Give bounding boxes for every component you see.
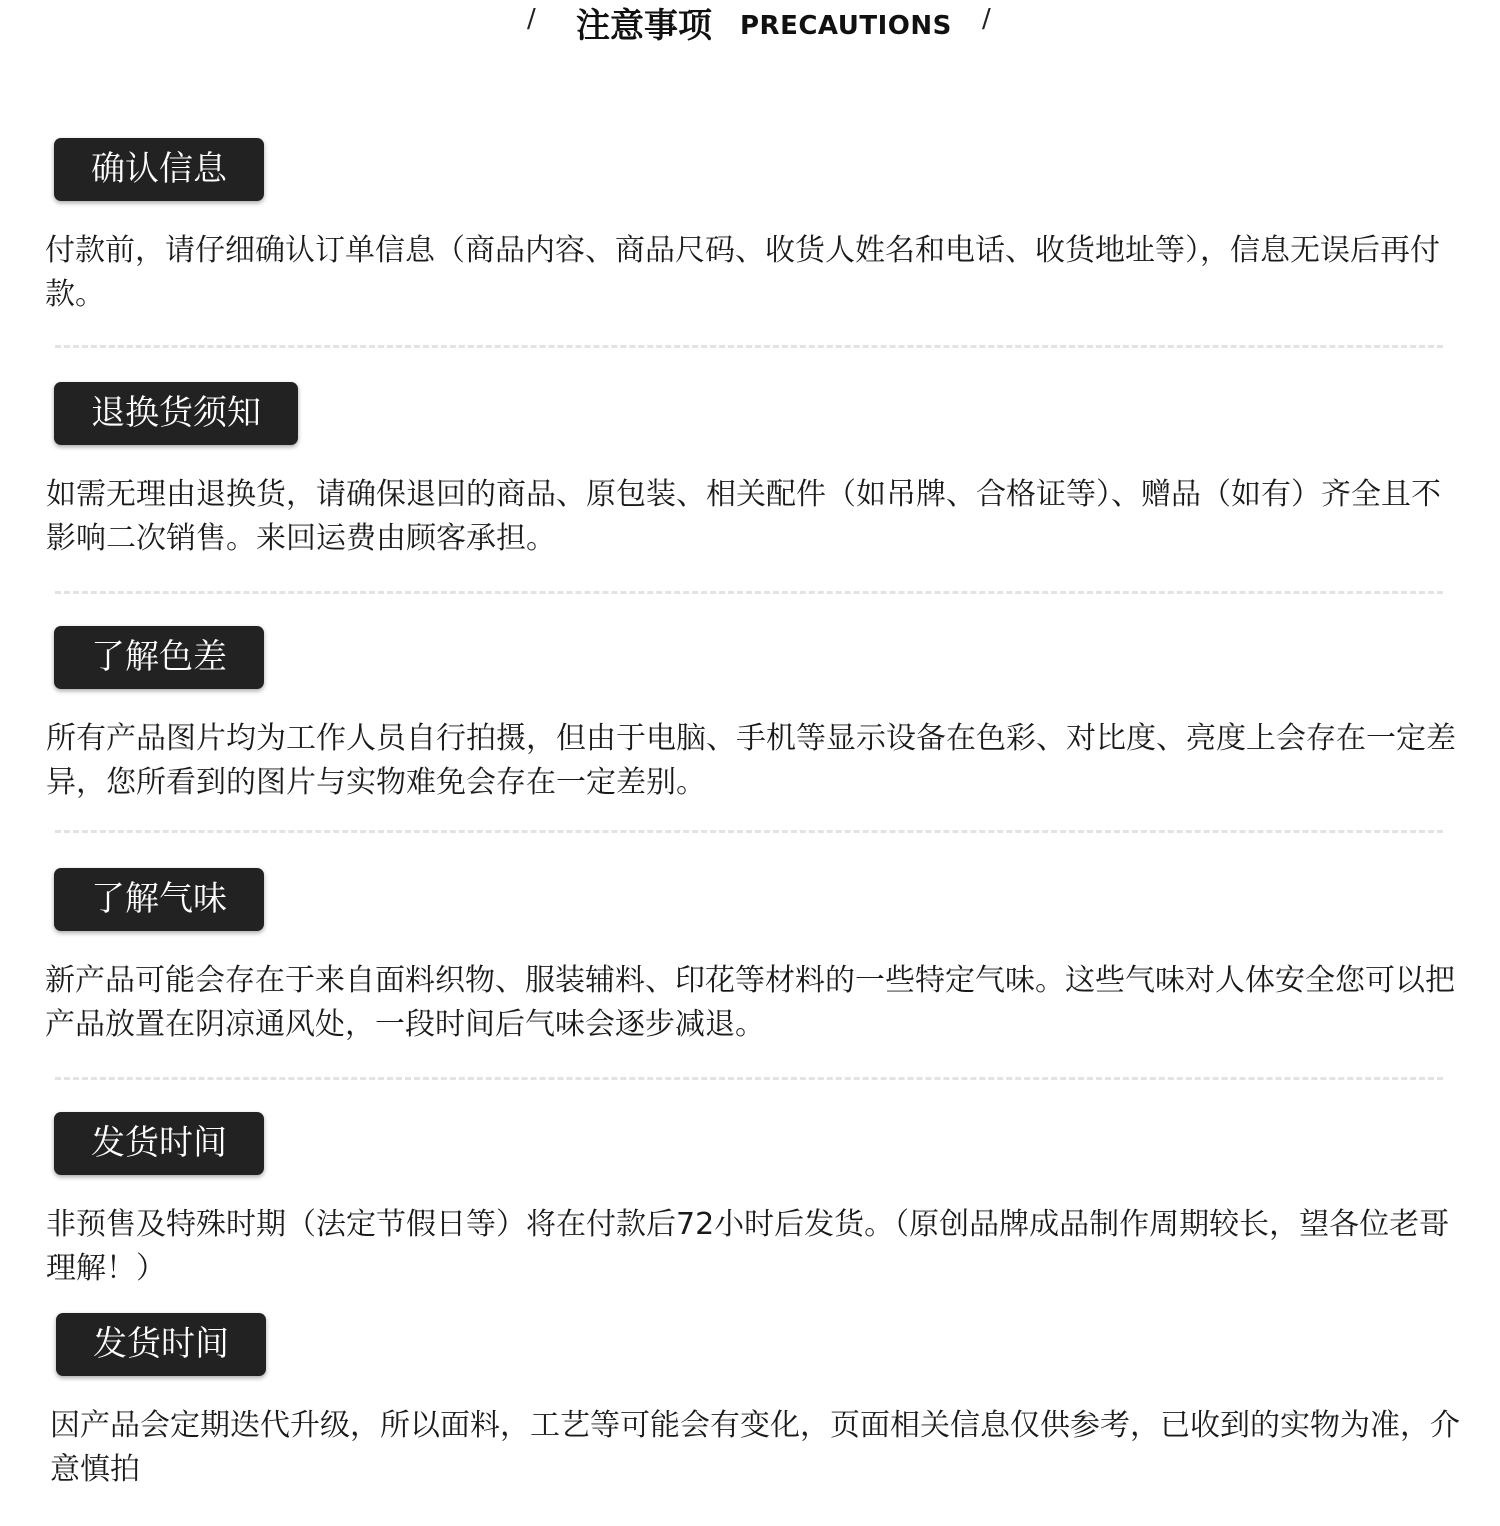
header-slash-left: / xyxy=(527,4,536,34)
section-tag-returns: 退换货须知 xyxy=(54,382,298,445)
section-divider xyxy=(55,591,1443,594)
section-tag-color-difference: 了解色差 xyxy=(54,626,264,689)
section-tag-shipping-time: 发货时间 xyxy=(54,1112,264,1175)
page-subtitle: PRECAUTIONS xyxy=(740,11,952,41)
page-title: 注意事项 xyxy=(576,6,712,46)
section-text-shipping-time: 非预售及特殊时期（法定节假日等）将在付款后72小时后发货。（原创品牌成品制作周期较长，望各位老哥理解！） xyxy=(46,1207,1450,1286)
section-divider xyxy=(55,1077,1443,1080)
section-divider xyxy=(55,830,1443,833)
section-text-product-updates: 因产品会定期迭代升级，所以面料，工艺等可能会有变化，页面相关信息仅供参考，已收到的实物为准，介意慎拍 xyxy=(50,1408,1460,1487)
section-text-returns: 如需无理由退换货，请确保退回的商品、原包装、相关配件（如吊牌、合格证等）、赠品（如有）齐全且不影响二次销售。来回运费由顾客承担。 xyxy=(46,477,1441,556)
section-text-confirm-info: 付款前，请仔细确认订单信息（商品内容、商品尺码、收货人姓名和电话、收货地址等），信息无误后再付款。 xyxy=(45,233,1440,312)
section-tag-shipping-time-2: 发货时间 xyxy=(56,1313,266,1376)
section-tag-confirm-info: 确认信息 xyxy=(54,138,264,201)
header-slash-right: / xyxy=(982,4,991,34)
section-tag-odor: 了解气味 xyxy=(54,868,264,931)
page-header xyxy=(0,0,1500,60)
section-text-color-difference: 所有产品图片均为工作人员自行拍摄，但由于电脑、手机等显示设备在色彩、对比度、亮度上会存在一定差异，您所看到的图片与实物难免会存在一定差别。 xyxy=(46,721,1456,800)
section-text-odor: 新产品可能会存在于来自面料织物、服装辅料、印花等材料的一些特定气味。这些气味对人体安全您可以把产品放置在阴凉通风处，一段时间后气味会逐步减退。 xyxy=(45,963,1455,1042)
section-divider xyxy=(55,345,1443,348)
